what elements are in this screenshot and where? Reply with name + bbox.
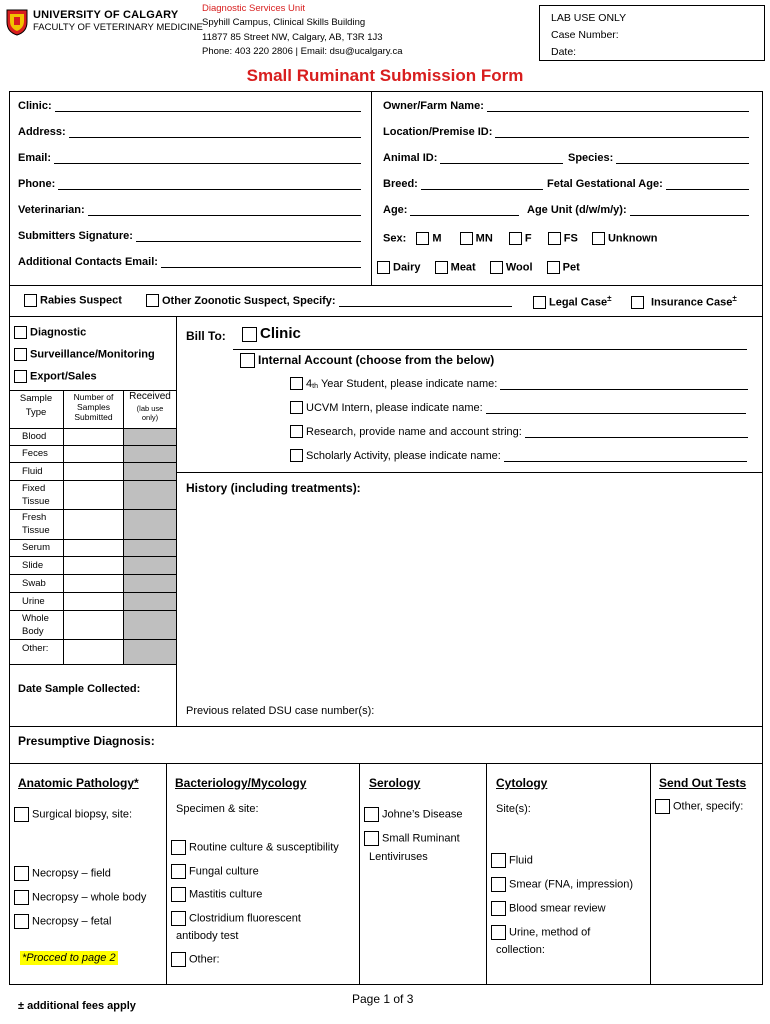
location-label: Location/Premise ID: — [383, 126, 493, 138]
legal-option — [533, 294, 611, 309]
cytology-title: Cytology — [496, 776, 548, 790]
clostridium-option — [171, 911, 301, 926]
veterinarian-label: Veterinarian: — [18, 204, 85, 216]
rabies-label: Rabies Suspect — [40, 294, 122, 307]
student-year: 4 — [306, 378, 313, 390]
owner-field[interactable] — [383, 100, 749, 112]
cyto-urine-option — [491, 925, 590, 940]
serology-title: Serology — [369, 776, 421, 790]
case-number-label: Case Number: — [551, 29, 619, 41]
anatomic-title: Anatomic Pathology* — [18, 776, 139, 790]
blood-smear-label: Blood smear review — [509, 902, 606, 915]
sex-mn-label: MN — [475, 232, 493, 245]
surveillance-checkbox[interactable] — [14, 348, 27, 361]
table-row: Whole Body — [22, 613, 49, 637]
phone-label: Phone: — [18, 178, 56, 190]
additional-email-label: Additional Contacts Email: — [18, 256, 158, 268]
intern-label: UCVM Intern, please indicate name: — [306, 402, 483, 414]
use-row — [377, 261, 580, 274]
fungal-culture-option — [171, 864, 259, 879]
wool-checkbox[interactable] — [490, 261, 503, 274]
sex-fs-checkbox[interactable] — [548, 232, 561, 245]
cyto-smear-checkbox[interactable] — [491, 877, 506, 892]
blood-smear-option — [491, 901, 606, 916]
mastitis-culture-checkbox[interactable] — [171, 887, 186, 902]
surgical-biopsy-label: Surgical biopsy, site: — [32, 808, 133, 821]
cyto-smear-label: Smear (FNA, impression) — [509, 878, 634, 891]
breed-field[interactable] — [383, 178, 543, 190]
sendout-other-label: Other, specify: — [673, 800, 744, 813]
bacteriology-title: Bacteriology/Mycology — [175, 776, 307, 790]
srlv-option — [364, 831, 460, 846]
crest-icon — [5, 8, 29, 36]
species-field[interactable] — [568, 152, 749, 164]
cyto-urine-label-cont: collection: — [496, 944, 545, 956]
sex-m-checkbox[interactable] — [416, 232, 429, 245]
specimen-site-label: Specimen & site: — [176, 803, 259, 815]
pet-checkbox[interactable] — [547, 261, 560, 274]
cyto-urine-checkbox[interactable] — [491, 925, 506, 940]
age-field[interactable] — [383, 204, 519, 216]
sex-m-label: M — [432, 232, 442, 245]
address-field[interactable] — [18, 126, 361, 138]
routine-culture-label: Routine culture & susceptibility — [189, 841, 339, 854]
surveillance-label: Surveillance/Monitoring — [30, 348, 155, 361]
legal-label: Legal Case — [549, 296, 608, 309]
meat-checkbox[interactable] — [435, 261, 448, 274]
diagnostic-option — [14, 326, 86, 339]
student-checkbox[interactable] — [290, 377, 303, 390]
table-row: Serum — [22, 542, 50, 553]
student-option — [290, 377, 748, 390]
sex-unknown-checkbox[interactable] — [592, 232, 605, 245]
cyto-urine-label: Urine, method of — [509, 926, 591, 939]
research-label: Research, provide name and account string: — [306, 426, 522, 438]
form-title: Small Ruminant Submission Form — [246, 66, 524, 85]
address-line-1: Spyhill Campus, Clinical Skills Building — [202, 17, 366, 28]
rabies-checkbox[interactable] — [24, 294, 37, 307]
cyto-fluid-checkbox[interactable] — [491, 853, 506, 868]
insurance-checkbox[interactable] — [631, 296, 644, 309]
bill-clinic-label: Clinic — [260, 325, 301, 342]
clinic-label: Clinic: — [18, 100, 52, 112]
mastitis-culture-option — [171, 887, 262, 902]
fetal-age-label: Fetal Gestational Age: — [547, 178, 663, 190]
necropsy-field-option — [14, 866, 111, 881]
necropsy-whole-option — [14, 890, 146, 905]
legal-fee-mark: ± — [607, 294, 612, 303]
routine-culture-checkbox[interactable] — [171, 840, 186, 855]
breed-label: Breed: — [383, 178, 418, 190]
table-row: Other: — [22, 643, 49, 654]
bill-to-label: Bill To: — [186, 329, 226, 343]
phone-field[interactable] — [18, 178, 361, 190]
sex-unknown-label: Unknown — [607, 232, 658, 245]
previous-case-label: Previous related DSU case number(s): — [186, 705, 375, 717]
sex-row — [383, 232, 657, 245]
internal-account-option — [240, 353, 494, 368]
animal-id-label: Animal ID: — [383, 152, 438, 164]
surgical-biopsy-checkbox[interactable] — [14, 807, 29, 822]
received-subheader: (lab use only) — [136, 404, 164, 422]
cyto-fluid-option — [491, 853, 533, 868]
sendout-other-option — [655, 799, 743, 814]
university-name: UNIVERSITY OF CALGARY — [33, 9, 179, 21]
insurance-label: Insurance Case — [651, 296, 733, 309]
date-label: Date: — [551, 46, 577, 58]
export-option — [14, 370, 97, 383]
necropsy-field-checkbox[interactable] — [14, 866, 29, 881]
srlv-label-cont: Lentiviruses — [369, 851, 428, 863]
university-logo — [5, 8, 29, 36]
location-field[interactable] — [383, 126, 749, 138]
dairy-checkbox[interactable] — [377, 261, 390, 274]
research-option — [290, 425, 748, 438]
surveillance-option — [14, 348, 155, 361]
zoonotic-checkbox[interactable] — [146, 294, 159, 307]
animal-id-field[interactable] — [383, 152, 563, 164]
johnes-checkbox[interactable] — [364, 807, 379, 822]
table-row: Urine — [22, 596, 45, 607]
legal-checkbox[interactable] — [533, 296, 546, 309]
bact-other-label: Other: — [189, 953, 220, 966]
clostridium-label: Clostridium fluorescent — [189, 912, 301, 925]
intern-option — [290, 401, 746, 414]
address-label: Address: — [18, 126, 66, 138]
intern-checkbox[interactable] — [290, 401, 303, 414]
fees-note: ± additional fees apply — [18, 1000, 136, 1012]
address-line-2: 11877 85 Street NW, Calgary, AB, T3R 1J3 — [202, 32, 383, 43]
internal-account-label: Internal Account (choose from the below) — [258, 353, 495, 367]
diagnostic-label: Diagnostic — [30, 326, 87, 339]
faculty-name: FACULTY OF VETERINARY MEDICINE — [33, 22, 203, 33]
routine-culture-option — [171, 840, 339, 855]
wool-label: Wool — [505, 261, 533, 274]
table-row: Fluid — [22, 466, 43, 477]
veterinarian-field[interactable] — [18, 204, 361, 216]
research-checkbox[interactable] — [290, 425, 303, 438]
sendout-title: Send Out Tests — [659, 776, 747, 790]
insurance-fee-mark: ± — [732, 294, 737, 303]
sex-f-label: F — [524, 232, 532, 245]
table-row: Blood — [22, 431, 47, 442]
scholarly-label: Scholarly Activity, please indicate name: — [306, 450, 501, 462]
email-field[interactable] — [18, 152, 361, 164]
necropsy-fetal-label: Necropsy – fetal — [32, 915, 112, 928]
presumptive-label: Presumptive Diagnosis: — [18, 734, 155, 748]
diagnostic-checkbox[interactable] — [14, 326, 27, 339]
dairy-label: Dairy — [393, 261, 421, 274]
zoonotic-label: Other Zoonotic Suspect, Specify: — [162, 295, 336, 307]
owner-label: Owner/Farm Name: — [383, 100, 484, 112]
table-row: Swab — [22, 578, 46, 589]
age-unit-field[interactable] — [527, 204, 749, 216]
contact-line: Phone: 403 220 2806 | Email: dsu@ucalgary.ca — [202, 46, 403, 57]
zoonotic-option — [146, 294, 512, 307]
export-label: Export/Sales — [30, 370, 97, 383]
blood-smear-checkbox[interactable] — [491, 901, 506, 916]
sex-fs-label: FS — [563, 232, 578, 245]
srlv-label: Small Ruminant — [382, 832, 460, 845]
email-label: Email: — [18, 152, 52, 164]
received-header: Received — [129, 391, 171, 402]
age-unit-label: Age Unit (d/w/m/y): — [527, 204, 627, 216]
bact-other-checkbox[interactable] — [171, 952, 186, 967]
johnes-label: Johne’s Disease — [382, 808, 463, 821]
necropsy-field-label: Necropsy – field — [32, 867, 111, 880]
bill-clinic-option — [242, 325, 301, 342]
export-checkbox[interactable] — [14, 370, 27, 383]
cytology-sites-label: Site(s): — [496, 803, 531, 815]
lab-use-shaded — [124, 428, 176, 664]
page-number: Page 1 of 3 — [352, 992, 414, 1006]
fungal-culture-label: Fungal culture — [189, 865, 259, 878]
necropsy-fetal-checkbox[interactable] — [14, 914, 29, 929]
cyto-smear-option — [491, 877, 633, 892]
lab-use-box — [539, 5, 765, 61]
date-collected-label: Date Sample Collected: — [18, 683, 141, 695]
necropsy-whole-label: Necropsy – whole body — [32, 891, 147, 904]
table-row: Feces — [22, 448, 48, 459]
additional-email-field[interactable] — [18, 256, 361, 268]
bill-clinic-checkbox[interactable] — [242, 327, 257, 342]
sample-type-header: Sample Type — [19, 393, 53, 418]
fungal-culture-checkbox[interactable] — [171, 864, 186, 879]
necropsy-whole-checkbox[interactable] — [14, 890, 29, 905]
lab-use-title: LAB USE ONLY — [551, 12, 627, 24]
necropsy-fetal-option — [14, 914, 111, 929]
meat-label: Meat — [450, 261, 476, 274]
table-row: Fixed Tissue — [22, 483, 50, 507]
unit-name: Diagnostic Services Unit — [202, 3, 305, 14]
srlv-checkbox[interactable] — [364, 831, 379, 846]
fetal-age-field[interactable] — [547, 178, 749, 190]
sendout-other-checkbox[interactable] — [655, 799, 670, 814]
table-row: Slide — [22, 560, 44, 571]
table-row: Fresh Tissue — [22, 512, 50, 536]
clinic-field[interactable] — [18, 100, 361, 112]
cyto-fluid-label: Fluid — [509, 854, 533, 867]
internal-account-checkbox[interactable] — [240, 353, 255, 368]
student-label: Year Student, please indicate name: — [320, 378, 498, 390]
sex-mn-checkbox[interactable] — [460, 232, 473, 245]
insurance-option — [631, 294, 737, 309]
pet-label: Pet — [562, 261, 580, 274]
mastitis-culture-label: Mastitis culture — [189, 888, 263, 901]
bact-other-option — [171, 952, 220, 967]
surgical-biopsy-option — [14, 807, 132, 822]
signature-label: Submitters Signature: — [18, 230, 133, 242]
scholarly-option — [290, 449, 747, 462]
species-label: Species: — [568, 152, 614, 164]
clostridium-checkbox[interactable] — [171, 911, 186, 926]
johnes-option — [364, 807, 463, 822]
rabies-option — [24, 294, 122, 307]
clostridium-label-cont: antibody test — [176, 930, 239, 942]
signature-field[interactable] — [18, 230, 361, 242]
sample-count-header: Number of Samples Submitted — [73, 392, 114, 422]
proceed-note: *Procced to page 2 — [22, 952, 116, 964]
student-year-suffix: th — [312, 383, 318, 390]
sex-label: Sex: — [383, 232, 407, 245]
scholarly-checkbox[interactable] — [290, 449, 303, 462]
sex-f-checkbox[interactable] — [509, 232, 522, 245]
age-label: Age: — [383, 204, 408, 216]
history-label: History (including treatments): — [186, 481, 361, 495]
